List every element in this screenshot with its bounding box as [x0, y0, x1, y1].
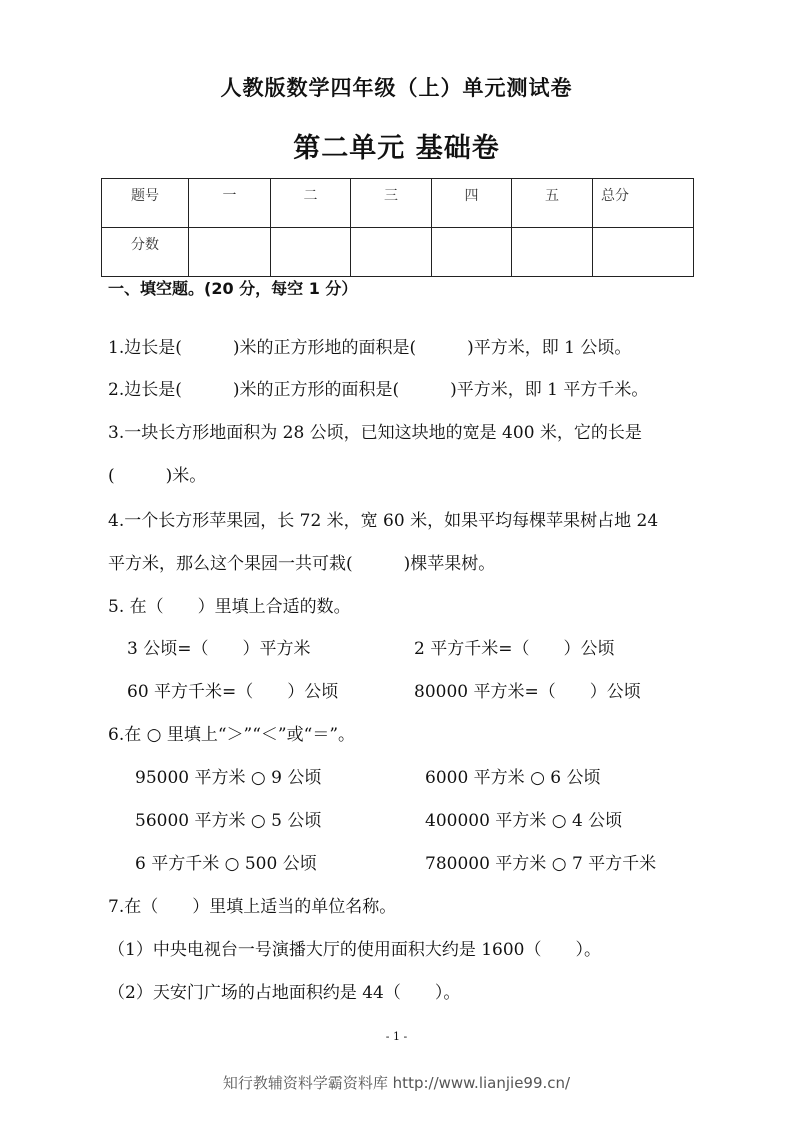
score-cell[interactable] [512, 228, 593, 277]
question-4-line1: 4.一个长方形苹果园，长 72 米，宽 60 米，如果平均每棵苹果树占地 24 [108, 511, 659, 531]
score-cell[interactable] [189, 228, 271, 277]
table-header-cell: 三 [351, 179, 432, 228]
table-header-cell: 二 [271, 179, 351, 228]
question-6-item: 95000 平方米 ○ 9 公顷 [135, 768, 322, 788]
document-subtitle: 第二单元 基础卷 [293, 133, 500, 164]
page-number: - 1 - [385, 1030, 408, 1043]
question-1: 1.边长是( )米的正方形地的面积是( )平方米，即 1 公顷。 [108, 338, 632, 358]
question-7-item: （2）天安门广场的占地面积约是 44（ ）。 [108, 983, 461, 1003]
question-5-item: 80000 平方米=（ ）公顷 [414, 682, 641, 702]
site-watermark: 知行教辅资料学霸资料库 http://www.lianjie99.cn/ [222, 1074, 571, 1092]
score-cell[interactable] [351, 228, 432, 277]
row-label-cell: 分数 [102, 228, 189, 277]
table-header-cell: 题号 [102, 179, 189, 228]
question-7-item: （1）中央电视台一号演播大厅的使用面积大约是 1600（ ）。 [108, 940, 601, 960]
question-3-line2: ( )米。 [108, 466, 207, 486]
document-title: 人教版数学四年级（上）单元测试卷 [220, 76, 573, 100]
question-3-line1: 3.一块长方形地面积为 28 公顷，已知这块地的宽是 400 米，它的长是 [108, 423, 642, 443]
score-cell[interactable] [271, 228, 351, 277]
score-cell[interactable] [593, 228, 694, 277]
question-6-item: 6 平方千米 ○ 500 公顷 [135, 854, 317, 874]
question-6-item: 6000 平方米 ○ 6 公顷 [425, 768, 601, 788]
question-5-item: 3 公顷=（ ）平方米 [127, 639, 311, 659]
question-5-item: 2 平方千米=（ ）公顷 [414, 639, 615, 659]
section-heading: 一、填空题。(20 分，每空 1 分） [108, 279, 358, 298]
question-6-item: 780000 平方米 ○ 7 平方千米 [425, 854, 657, 874]
question-6-item: 400000 平方米 ○ 4 公顷 [425, 811, 623, 831]
question-7: 7.在（ ）里填上适当的单位名称。 [108, 897, 397, 917]
table-header-cell: 五 [512, 179, 593, 228]
question-4-line2: 平方米，那么这个果园一共可栽( )棵苹果树。 [108, 554, 496, 574]
table-header-cell: 一 [189, 179, 271, 228]
question-5: 5. 在（ ）里填上合适的数。 [108, 597, 351, 617]
question-6-item: 56000 平方米 ○ 5 公顷 [135, 811, 322, 831]
score-table-header-row [102, 179, 694, 228]
score-cell[interactable] [432, 228, 512, 277]
score-table [101, 178, 694, 277]
score-table-score-row [102, 228, 694, 277]
question-5-item: 60 平方千米=（ ）公顷 [127, 682, 339, 702]
question-6: 6.在 ○ 里填上“＞”“＜”或“＝”。 [108, 725, 356, 745]
question-2: 2.边长是( )米的正方形的面积是( )平方米，即 1 平方千米。 [108, 380, 649, 400]
table-header-cell: 总分 [593, 179, 694, 228]
table-header-cell: 四 [432, 179, 512, 228]
